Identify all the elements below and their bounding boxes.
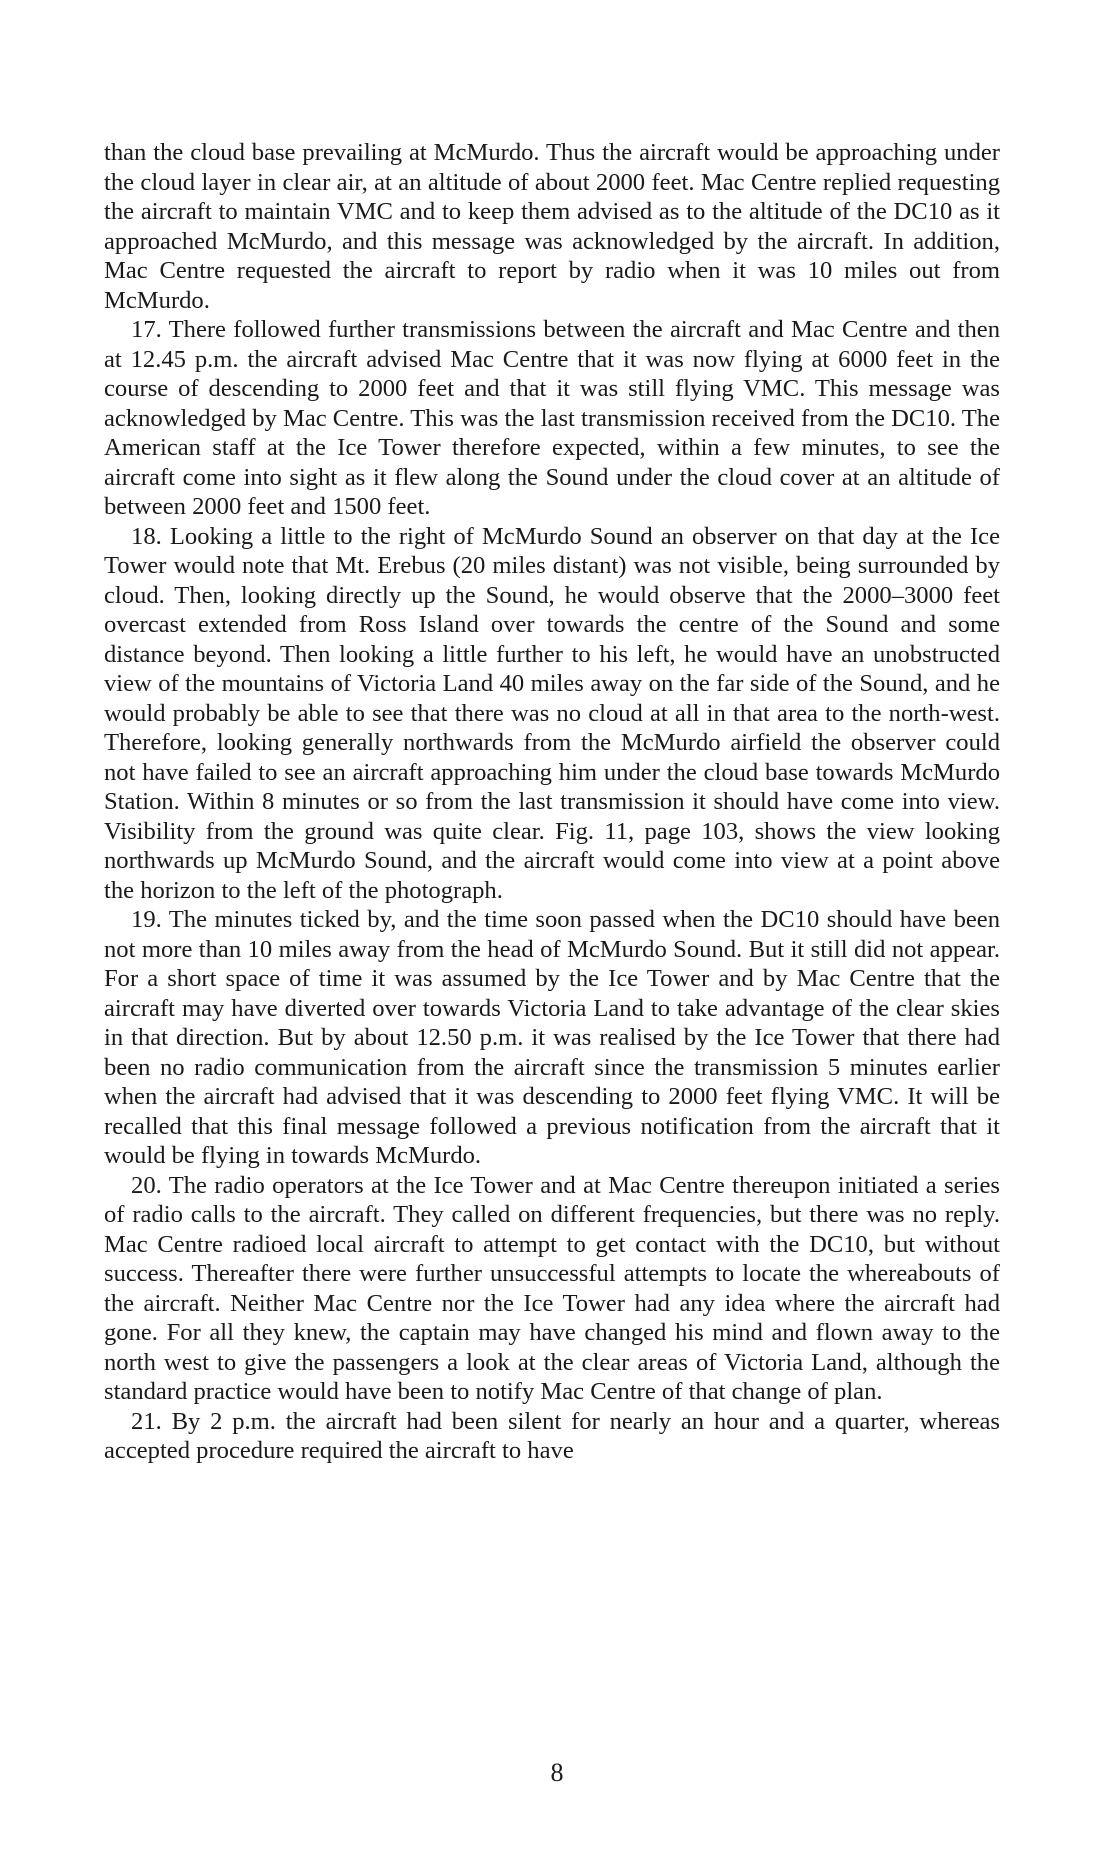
paragraph-18: 18. Looking a little to the right of McMurdo Sound an observer on that day at the Ice Tower would note that Mt. Erebus (20 miles distant) was not visible, being surrounded by cloud. Then, looking directly up the Sound, he would observe that the 2000–3000 feet overcast extended from Ross Island over towards the centre of the Sound and some distance beyond. Then looking a little further to his left, he would have an unobstructed view of the mountains of Victoria Land 40 miles away on the far side of the Sound, and he would probably be able to see that there was no cloud at all in that area to the north-west. Therefore, looking generally northwards from the McMurdo airfield the observer could not have failed to see an aircraft approaching him under the cloud base towards McMurdo Station. Within 8 minutes or so from the last transmission it should have come into view. Visibility from the ground was quite clear. Fig. 11, page 103, shows the view looking northwards up McMurdo Sound, and the aircraft would come into view at a point above the horizon to the left of the photograph. (104, 522, 1000, 904)
page-body (104, 138, 1000, 1466)
page-number: 8 (550, 1758, 564, 1787)
paragraph-21: 21. By 2 p.m. the aircraft had been silent for nearly an hour and a quarter, whereas accepted procedure required the aircraft to have (104, 1407, 1000, 1464)
paragraph-19: 19. The minutes ticked by, and the time soon passed when the DC10 should have been not more than 10 miles away from the head of McMurdo Sound. But it still did not appear. For a short space of time it was assumed by the Ice Tower and by Mac Centre that the aircraft may have diverted over towards Victoria Land to take advantage of the clear skies in that direction. But by about 12.50 p.m. it was realised by the Ice Tower that there had been no radio communication from the aircraft since the transmission 5 minutes earlier when the aircraft had advised that it was descending to 2000 feet flying VMC. It will be recalled that this final message followed a previous notification from the aircraft that it would be flying in towards McMurdo. (104, 906, 1000, 1169)
paragraph-20: 20. The radio operators at the Ice Tower and at Mac Centre thereupon initiated a series of radio calls to the aircraft. They called on different frequencies, but there was no reply. Mac Centre radioed local aircraft to attempt to get contact with the DC10, but without success. Thereafter there were further unsuccessful attempts to locate the whereabouts of the aircraft. Neither Mac Centre nor the Ice Tower had any idea where the aircraft had gone. For all they knew, the captain may have changed his mind and flown away to the north west to give the passengers a look at the clear areas of Victoria Land, although the standard practice would have been to notify Mac Centre of that change of plan. (104, 1171, 1000, 1405)
paragraph-17: 17. There followed further transmissions between the aircraft and Mac Centre and then at 12.45 p.m. the aircraft advised Mac Centre that it was now flying at 6000 feet in the course of descending to 2000 feet and that it was still flying VMC. This message was acknowledged by Mac Centre. This was the last transmission received from the DC10. The American staff at the Ice Tower therefore expected, within a few minutes, to see the aircraft come into sight as it flew along the Sound under the cloud cover at an altitude of between 2000 feet and 1500 feet. (104, 316, 1000, 520)
paragraph-continued: than the cloud base prevailing at McMurdo. Thus the aircraft would be approaching under the cloud layer in clear air, at an altitude of about 2000 feet. Mac Centre replied requesting the aircraft to maintain VMC and to keep them advised as to the altitude of the DC10 as it approached McMurdo, and this message was acknowledged by the aircraft. In addition, Mac Centre requested the aircraft to report by radio when it was 10 miles out from McMurdo. (104, 139, 1000, 314)
